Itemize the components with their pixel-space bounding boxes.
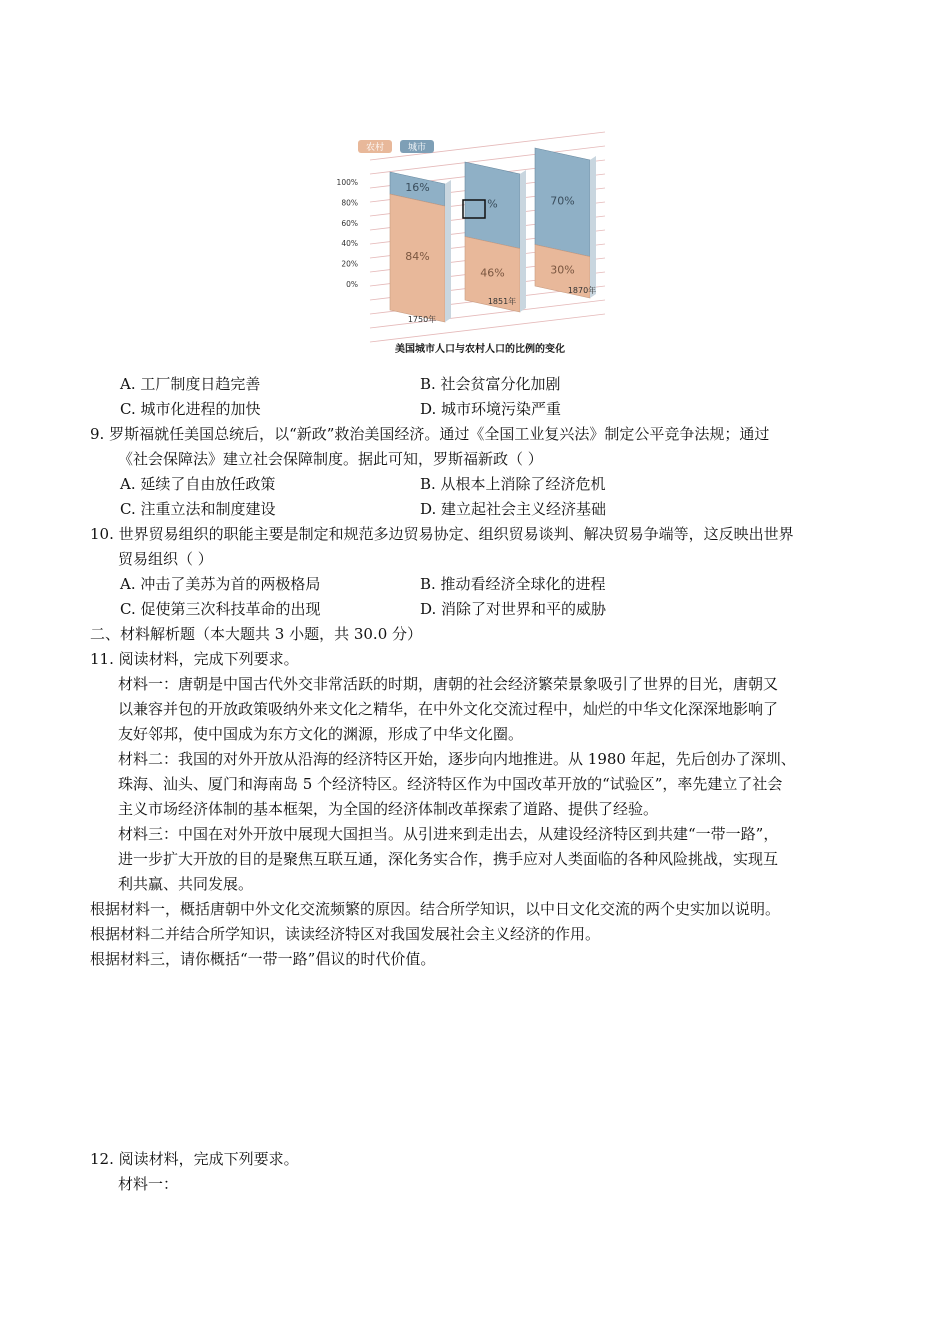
y-tick-label: 60% [341,218,358,228]
q9-option-d: D. 建立起社会主义经济基础 [420,500,607,518]
q11-material1-line1: 材料一：唐朝是中国古代外交非常活跃的时期，唐朝的社会经济繁荣景象吸引了世界的目光，唐朝又 [118,675,779,693]
q11-material3-line3: 利共赢、共同发展。 [118,875,254,893]
q8-option-b: B. 社会贫富分化加剧 [420,375,561,393]
q11-material1-line2: 以兼容并包的开放政策吸纳外来文化之精华，在中外文化交流过程中，灿烂的中华文化深深地影响了 [118,700,779,718]
chart-title: 美国城市人口与农村人口的比例的变化 [395,344,565,355]
q12-stem: 12. 阅读材料，完成下列要求。 [90,1150,299,1168]
q10-stem-line1: 10. 世界贸易组织的职能主要是制定和规范多边贸易协定、组织贸易谈判、解决贸易争端等，这反映出世界 [90,525,794,543]
q11-material2-line3: 主义市场经济体制的基本框架，为全国的经济体制改革探索了道路、提供了经验。 [118,800,659,818]
section-heading: 二、材料解析题（本大题共 3 小题，共 30.0 分） [90,625,423,643]
legend-rural-label: 农村 [365,143,385,153]
q10-option-c: C. 促使第三次科技革命的出现 [120,600,321,618]
q10-stem-line2: 贸易组织（ ） [118,550,213,568]
q8-option-d: D. 城市环境污染严重 [420,400,562,418]
q11-requirement3: 根据材料三，请你概括“一带一路”倡议的时代价值。 [90,950,436,968]
q11-requirement1: 根据材料一，概括唐朝中外文化交流频繁的原因。结合所学知识，以中日文化交流的两个史实加以说明。 [90,900,781,918]
q12-material1: 材料一： [118,1175,179,1193]
q9-option-c: C. 注重立法和制度建设 [120,500,276,518]
bar-side-face [445,180,451,322]
x-category-label: 1870年 [567,286,597,295]
bar-urban-label: 70% [550,194,575,208]
q11-stem: 11. 阅读材料，完成下列要求。 [90,650,299,668]
grid-line [370,314,605,342]
population-chart [330,130,620,360]
bar-rural-label: 46% [480,266,505,280]
q11-material3-line2: 进一步扩大开放的目的是聚焦互联互通，深化务实合作，携手应对人类面临的各种风险挑战，实现互 [118,850,779,868]
q11-material2-line1: 材料二：我国的对外开放从沿海的经济特区开始，逐步向内地推进。从 1980 年起，先后创办了深圳、 [118,750,796,768]
bar-side-face [590,156,596,298]
bar-1851年 [465,162,526,312]
bar-urban-label: % [487,197,498,211]
q10-option-a: A. 冲击了美苏为首的两极格局 [120,575,321,593]
bar-urban-label: 16% [405,181,430,195]
chart-svg [330,130,620,360]
q9-option-b: B. 从根本上消除了经济危机 [420,475,606,493]
q10-option-d: D. 消除了对世界和平的威胁 [420,600,607,618]
q9-stem-line2: 《社会保障法》建立社会保障制度。据此可知，罗斯福新政（ ） [118,450,543,468]
q11-material2-line2: 珠海、汕头、厦门和海南岛 5 个经济特区。经济特区作为中国改革开放的“试验区”，率先建立了社会 [118,775,783,793]
bar-rural-label: 84% [405,250,430,264]
x-category-label: 1750年 [407,315,437,324]
q11-requirement2: 根据材料二并结合所学知识，读读经济特区对我国发展社会主义经济的作用。 [90,925,601,943]
x-category-label: 1851年 [487,297,517,306]
q8-option-a: A. 工厂制度日趋完善 [120,375,261,393]
q9-stem-line1: 9. 罗斯福就任美国总统后，以“新政”救治美国经济。通过《全国工业复兴法》制定公平竞争法规；通过 [90,425,770,443]
q8-option-c: C. 城市化进程的加快 [120,400,261,418]
y-tick-label: 40% [341,239,358,249]
q11-material1-line3: 友好邻邦，使中国成为东方文化的渊源，形成了中华文化圈。 [118,725,524,743]
bar-1750年 [390,172,451,324]
y-tick-label: 20% [341,259,358,269]
bar-rural-label: 30% [550,263,575,277]
y-tick-label: 100% [336,178,358,187]
q11-material3-line1: 材料三：中国在对外开放中展现大国担当。从引进来到走出去，从建设经济特区到共建“一带一路”， [118,825,779,843]
y-tick-label: 80% [341,198,358,208]
bar-1870年 [535,148,596,298]
bar-side-face [520,170,526,312]
q10-option-b: B. 推动看经济全球化的进程 [420,575,606,593]
y-tick-label: 0% [346,280,358,289]
legend-urban-label: 城市 [407,143,427,153]
q9-option-a: A. 延续了自由放任政策 [120,475,276,493]
